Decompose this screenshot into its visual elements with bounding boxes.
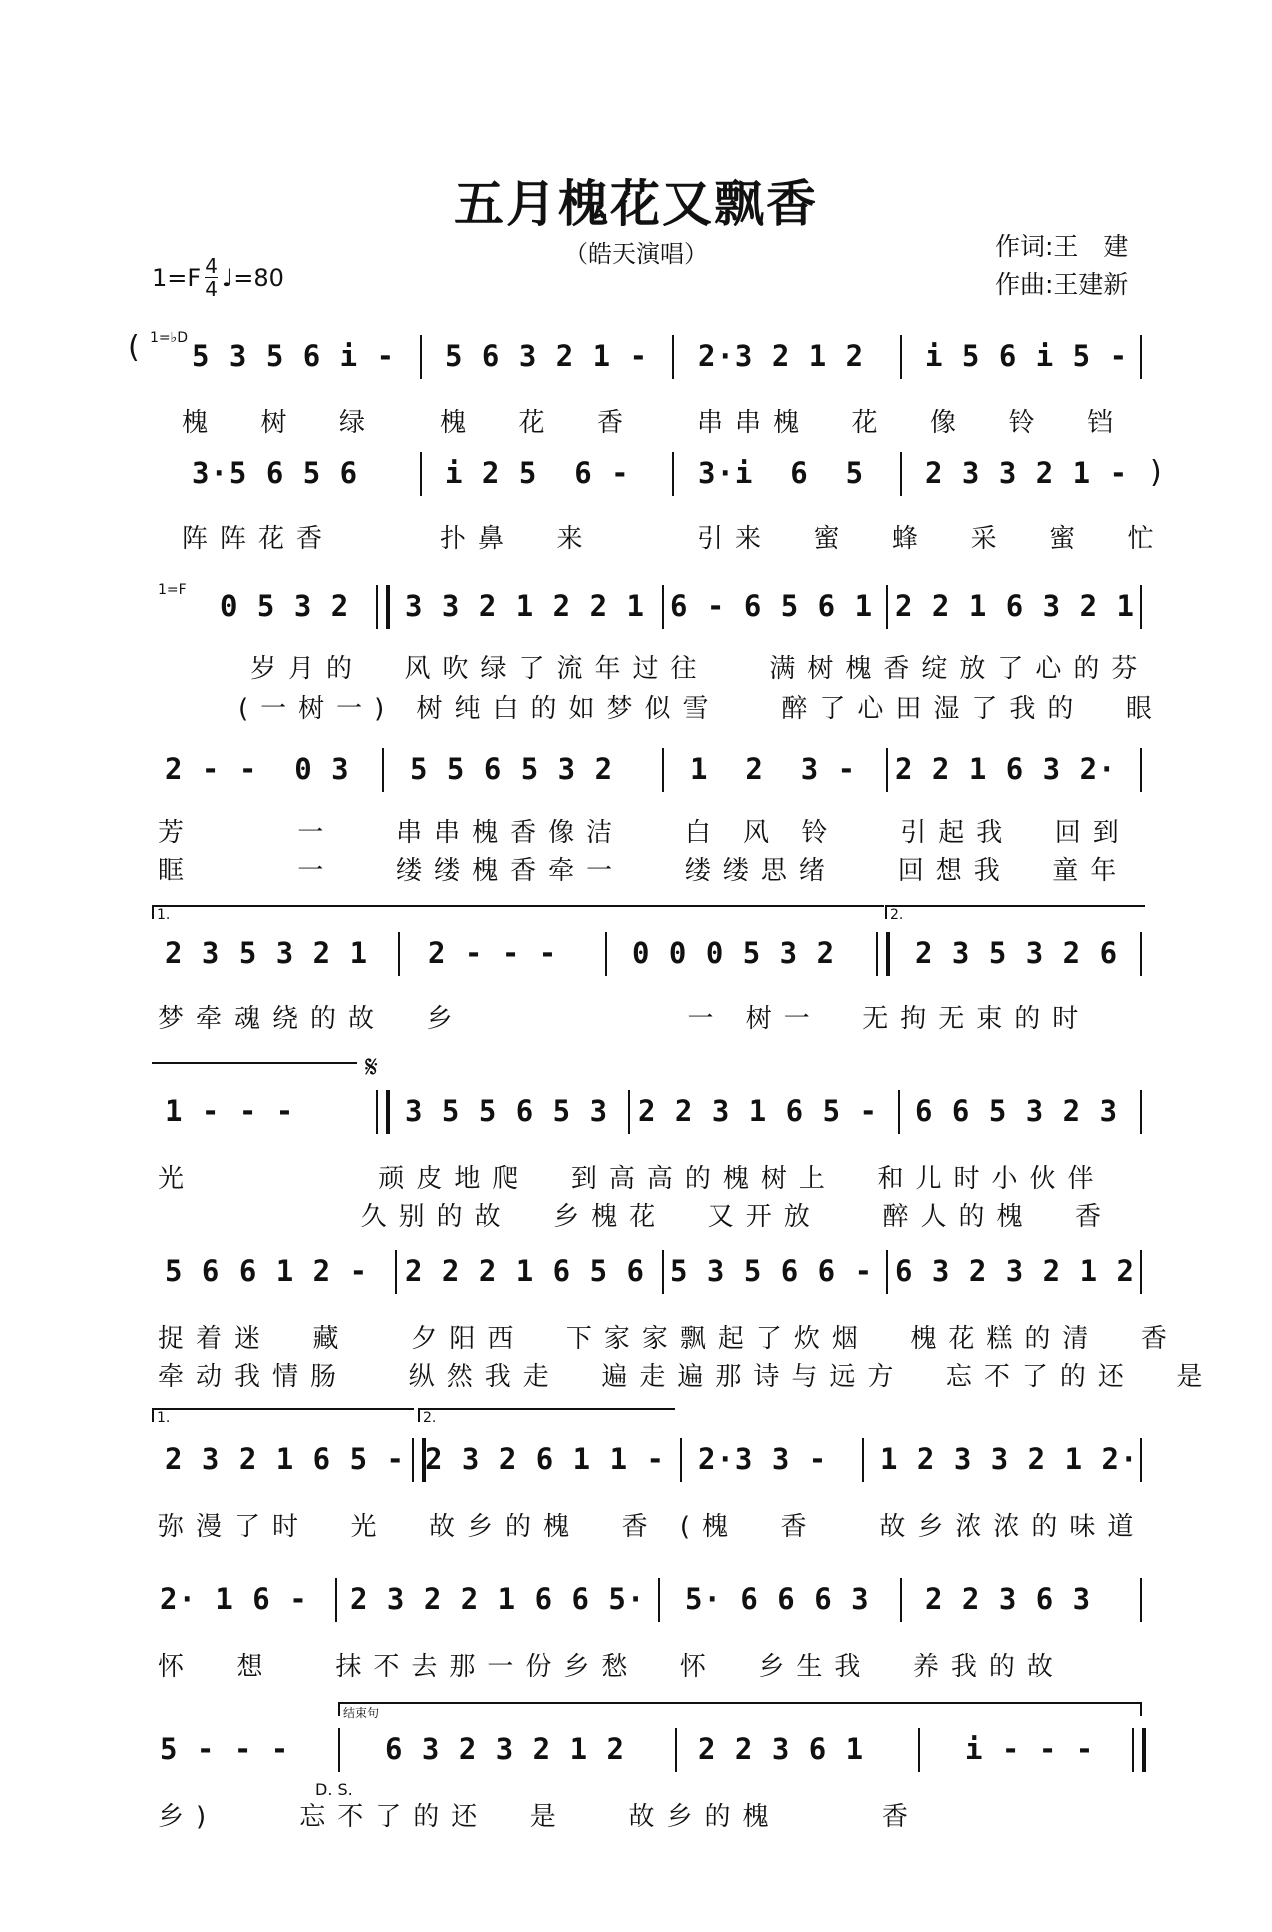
measure: 3 3 2 1 2 2 1 [405, 589, 645, 623]
volta-1: 1. [152, 1408, 414, 1422]
barline [898, 1090, 900, 1134]
repeat-start [376, 585, 390, 629]
notes [150, 1250, 1142, 1298]
volta-2: 2. [418, 1408, 675, 1422]
time-signature: $\frac{4}{4}$ [205, 254, 218, 301]
barline [886, 585, 888, 629]
volta-2: 2. [885, 905, 1145, 919]
segno-sign: 𝄋 [365, 1050, 378, 1085]
barline [382, 748, 384, 792]
staff-row-9 [150, 1578, 1142, 1618]
staff-row-8 [150, 1438, 1142, 1478]
barline [338, 1728, 340, 1772]
notes [150, 1090, 1142, 1138]
ds-marking: D. S. [315, 1780, 353, 1799]
final-barline [1132, 1728, 1146, 1772]
measure: 2 3 5 3 2 6 [915, 936, 1119, 970]
barline [886, 748, 888, 792]
intro-key: 1=♭D [150, 330, 189, 346]
staff-row-7 [150, 1250, 1142, 1290]
notes [150, 1578, 1142, 1626]
barline [1140, 335, 1142, 379]
barline [672, 335, 674, 379]
barline [658, 1578, 660, 1622]
measure: 1 - - - [165, 1094, 295, 1128]
barline [605, 932, 607, 976]
barline [1140, 585, 1142, 629]
barline [398, 932, 400, 976]
measure: 2 2 3 6 3 [925, 1582, 1092, 1616]
measure: 2 - - - [428, 936, 558, 970]
end-phrase-bracket: 结束句 [338, 1702, 1142, 1716]
close-paren: ) [1150, 455, 1162, 490]
measure: 5 - - - [160, 1732, 290, 1766]
staff-row-4 [150, 748, 1142, 788]
barline [1140, 932, 1142, 976]
barline [662, 748, 664, 792]
measure: 5 6 3 2 1 - [445, 339, 649, 373]
lyricist: 作词:王 建 [995, 232, 1129, 261]
measure: 3·5 6 5 6 [192, 456, 359, 490]
volta-1: 1. [152, 905, 884, 919]
notes [150, 1438, 1142, 1486]
barline [420, 452, 422, 496]
measure: 5 5 6 5 3 2 [410, 752, 614, 786]
volta-1-cont [152, 1062, 357, 1076]
lyric-line: 槐 树 绿 槐 花 香 串串槐 花 像 铃 铛 [182, 408, 1126, 438]
measure: 5 3 5 6 i - [192, 339, 396, 373]
measure: 5· 6 6 6 3 [685, 1582, 870, 1616]
measure: 2 - - 0 3 [165, 752, 350, 786]
tempo: ♩=80 [221, 263, 284, 292]
notes [150, 932, 1142, 980]
key-change: 1=F [158, 582, 187, 598]
song-title: 五月槐花又飘香 [454, 174, 818, 233]
performer-subtitle: （皓天演唱） [564, 240, 708, 268]
staff-row-2 [150, 452, 1142, 492]
barline [672, 452, 674, 496]
measure: 2 2 1 6 3 2 1 [895, 589, 1135, 623]
staff-row-6 [150, 1090, 1142, 1130]
measure: 2·3 3 - [698, 1442, 828, 1476]
measure: 2 3 2 6 1 1 - [425, 1442, 665, 1476]
repeat-end [412, 1438, 426, 1482]
key-signature [152, 255, 284, 300]
barline [395, 1250, 397, 1294]
barline [1140, 1578, 1142, 1622]
measure: 2·3 2 1 2 [698, 339, 865, 373]
lyric-line: 岁月的 风吹绿了流年过往 满树槐香绽放了心的芬 [250, 654, 1150, 684]
barline [862, 1438, 864, 1482]
measure: 2 3 2 2 1 6 6 5· [350, 1582, 646, 1616]
notes [150, 1728, 1142, 1776]
credits [995, 228, 1128, 304]
barline [1140, 1250, 1142, 1294]
notes [150, 585, 1142, 633]
measure: 6 3 2 3 2 1 2 [385, 1732, 625, 1766]
barline [1140, 1438, 1142, 1482]
measure: 2 3 3 2 1 - [925, 456, 1129, 490]
measure: 2 2 2 1 6 5 6 [405, 1254, 645, 1288]
lyric-line: 光 顽皮地爬 到高高的槐树上 和儿时小伙伴 [158, 1164, 1106, 1194]
barline [900, 452, 902, 496]
barline [662, 1250, 664, 1294]
measure: 3 5 5 6 5 3 [405, 1094, 609, 1128]
measure: 6 6 5 3 2 3 [915, 1094, 1119, 1128]
measure: 6 3 2 3 2 1 2 [895, 1254, 1135, 1288]
lyric-line: 眶 一 缕缕槐香牵一 缕缕思绪 回想我 童年 [158, 856, 1129, 886]
measure: 2 2 3 1 6 5 - [638, 1094, 878, 1128]
lyric-line: 弥漫了时 光 故乡的槐 香 (槐 香 故乡浓浓的味道 [158, 1512, 1146, 1542]
barline [900, 1578, 902, 1622]
measure: 2 3 2 1 6 5 - [165, 1442, 405, 1476]
barline [886, 1250, 888, 1294]
measure: i - - - [965, 1732, 1095, 1766]
lyric-line: 怀 想 抹不去那一份乡愁 怀 乡生我 养我的故 [158, 1652, 1065, 1682]
notes [150, 335, 1142, 383]
repeat-start [376, 1090, 390, 1134]
staff-row-1 [150, 335, 1142, 375]
staff-row-3 [150, 585, 1142, 625]
repeat-end [876, 932, 890, 976]
lyric-line: (一树一) 树纯白的如梦似雪 醉了心田湿了我的 眼 [238, 694, 1164, 724]
barline [1140, 1090, 1142, 1134]
measure: 2 2 1 6 3 2· [895, 752, 1117, 786]
barline [628, 1090, 630, 1134]
barline [675, 1728, 677, 1772]
measure: 0 5 3 2 [220, 589, 350, 623]
measure: 2 2 3 6 1 [698, 1732, 865, 1766]
notes [150, 452, 1142, 500]
barline [918, 1728, 920, 1772]
barline [420, 335, 422, 379]
open-paren: ( [128, 330, 140, 365]
measure: 2 3 5 3 2 1 [165, 936, 369, 970]
lyric-line: 捉着迷 藏 夕阳西 下家家飘起了炊烟 槐花糕的清 香 [158, 1324, 1179, 1354]
lyric-line: 牵动我情肠 纵然我走 遍走遍那诗与远方 忘不了的还 是 [158, 1362, 1215, 1392]
measure: 0 0 0 5 3 2 [632, 936, 836, 970]
lyric-line: 乡) 忘不了的还 是 故乡的槐 香 [158, 1802, 920, 1832]
staff-row-10 [150, 1728, 1142, 1768]
measure: 2· 1 6 - [160, 1582, 308, 1616]
key: 1=F [152, 263, 202, 292]
lyric-line: 阵阵花香 扑鼻 来 引来 蜜 蜂 采 蜜 忙 [182, 524, 1166, 554]
measure: 5 3 5 6 6 - [670, 1254, 874, 1288]
barline [900, 335, 902, 379]
composer: 作曲:王建新 [995, 270, 1129, 299]
barline [662, 585, 664, 629]
lyric-line: 梦牵魂绕的故 乡 一 树一 无拘无束的时 [158, 1004, 1091, 1034]
barline [1140, 748, 1142, 792]
measure: i 5 6 i 5 - [925, 339, 1129, 373]
measure: i 2 5 6 - [445, 456, 630, 490]
staff-row-5 [150, 932, 1142, 972]
measure: 5 6 6 1 2 - [165, 1254, 369, 1288]
measure: 3·i 6 5 [698, 456, 865, 490]
barline [680, 1438, 682, 1482]
barline [335, 1578, 337, 1622]
notes [150, 748, 1142, 796]
lyric-line: 芳 一 串串槐香像洁 白 风 铃 引起我 回到 [158, 818, 1131, 848]
measure: 6 - 6 5 6 1 [670, 589, 874, 623]
lyric-line: 久别的故 乡槐花 又开放 醉人的槐 香 [158, 1202, 1114, 1232]
measure: 1 2 3 - [690, 752, 857, 786]
measure: 1 2 3 3 2 1 2· [880, 1442, 1139, 1476]
